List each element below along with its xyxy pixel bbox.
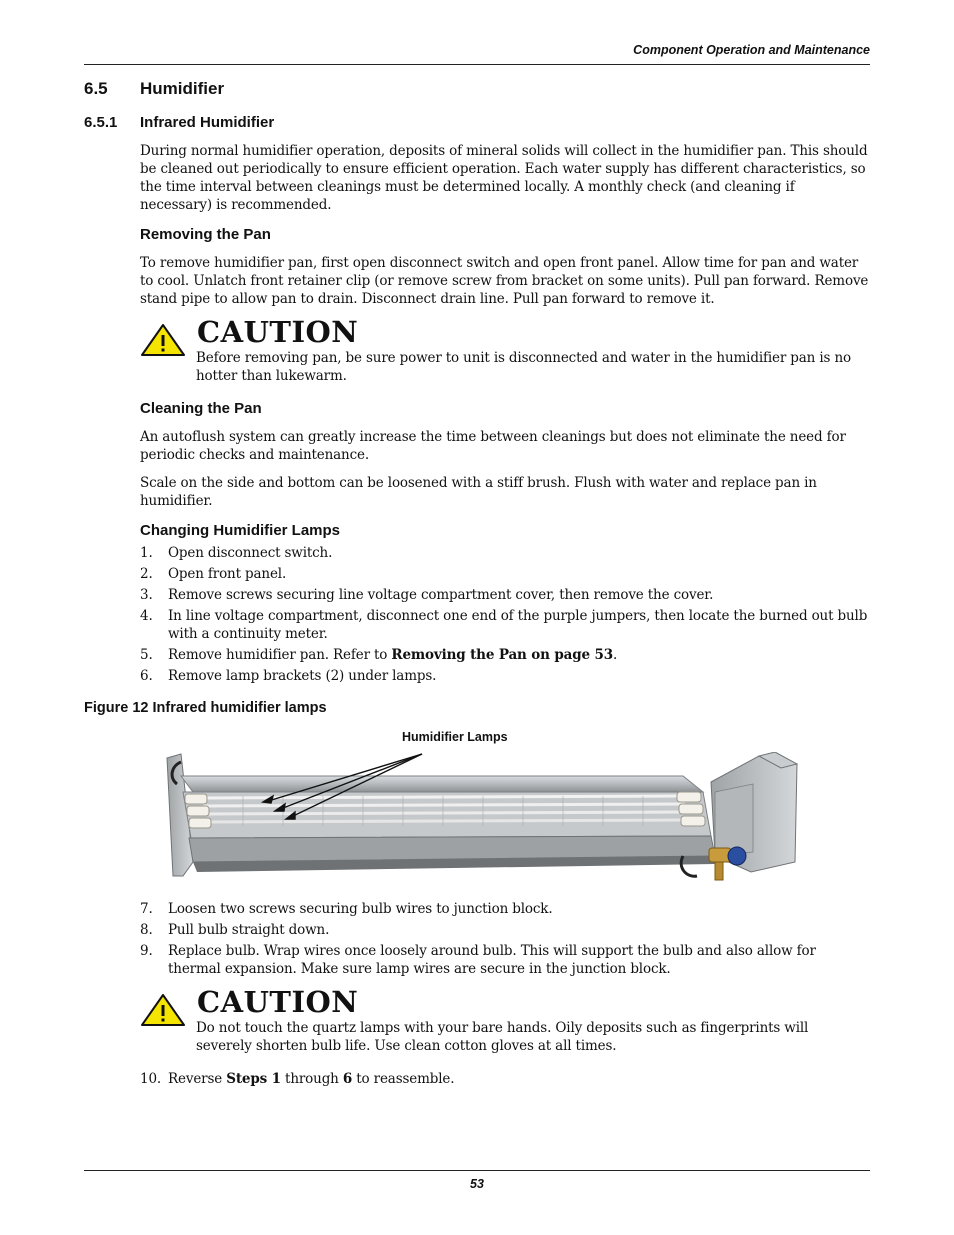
- caution-title: CAUTION: [197, 985, 359, 1019]
- cleaning-paragraph-2: Scale on the side and bottom can be loosened with a stiff brush. Flush with water and replace pan in humidifier.: [140, 475, 817, 509]
- warning-triangle-icon: [140, 993, 186, 1027]
- list-item: 10. Reverse Steps 1 through 6 to reassemble.: [140, 1071, 455, 1087]
- list-item: 4. In line voltage compartment, disconnect one end of the purple jumpers, then locate the burned out bulb with a continuity meter.: [140, 608, 868, 642]
- changing-lamps-heading: Changing Humidifier Lamps: [140, 522, 341, 539]
- humidifier-lamps-figure: [163, 752, 803, 888]
- list-item: 2. Open front panel.: [140, 566, 287, 582]
- caution-title: CAUTION: [197, 315, 359, 349]
- header-rule: [84, 64, 870, 65]
- list-item: 6. Remove lamp brackets (2) under lamps.: [140, 668, 437, 684]
- lamp-steps-list-continued: [140, 900, 870, 981]
- section-number: 6.5: [84, 79, 108, 98]
- subsection-title: Infrared Humidifier: [140, 114, 275, 131]
- running-header: Component Operation and Maintenance: [633, 43, 870, 57]
- intro-paragraph: During normal humidifier operation, deposits of mineral solids will collect in the humidifier pan. This should be cleaned out periodically to ensure efficient operation. Each water supply has different characteristics, so the time interval between cleanings must be determined locally. A monthly check (and cleaning if necessary) is recommended.: [140, 143, 868, 213]
- removing-pan-heading: Removing the Pan: [140, 226, 271, 243]
- final-step-list: [140, 1070, 870, 1091]
- footer-rule: [84, 1170, 870, 1171]
- section-title: Humidifier: [140, 79, 225, 98]
- section-heading: [84, 79, 224, 99]
- subsection-heading: [84, 114, 274, 131]
- warning-triangle-icon: [140, 323, 186, 357]
- figure-caption: Figure 12 Infrared humidifier lamps: [84, 700, 327, 716]
- list-item: 8. Pull bulb straight down.: [140, 922, 330, 938]
- cross-reference-link[interactable]: Removing the Pan on page 53: [391, 647, 613, 663]
- list-item: 3. Remove screws securing line voltage compartment cover, then remove the cover.: [140, 587, 714, 603]
- cleaning-pan-heading: Cleaning the Pan: [140, 400, 262, 417]
- list-item: 9. Replace bulb. Wrap wires once loosely around bulb. This will support the bulb and also allow for thermal expansion. Make sure lamp wires are secure in the junction block.: [140, 943, 816, 977]
- subsection-number: 6.5.1: [84, 114, 118, 131]
- caution-text: Do not touch the quartz lamps with your bare hands. Oily deposits such as fingerprints will severely shorten bulb life. Use clean cotton gloves at all times.: [196, 1020, 809, 1054]
- page-number: 53: [470, 1177, 484, 1191]
- lamp-steps-list: [140, 544, 870, 688]
- caution-text: Before removing pan, be sure power to unit is disconnected and water in the humidifier pan is no hotter than lukewarm.: [196, 350, 851, 384]
- list-item: 1. Open disconnect switch.: [140, 545, 333, 561]
- list-item: 7. Loosen two screws securing bulb wires to junction block.: [140, 901, 553, 917]
- figure-callout-label: Humidifier Lamps: [402, 730, 508, 744]
- list-item: 5. Remove humidifier pan. Refer to Removing the Pan on page 53.: [140, 647, 618, 663]
- cleaning-paragraph-1: An autoflush system can greatly increase the time between cleanings but does not eliminate the need for periodic checks and maintenance.: [140, 429, 846, 463]
- removing-pan-paragraph: To remove humidifier pan, first open disconnect switch and open front panel. Allow time for pan and water to cool. Unlatch front retainer clip (or remove screw from bracket on some units). Pull pan forward. Remove stand pipe to allow pan to drain. Disconnect drain line. Pull pan forward to remove it.: [140, 255, 869, 307]
